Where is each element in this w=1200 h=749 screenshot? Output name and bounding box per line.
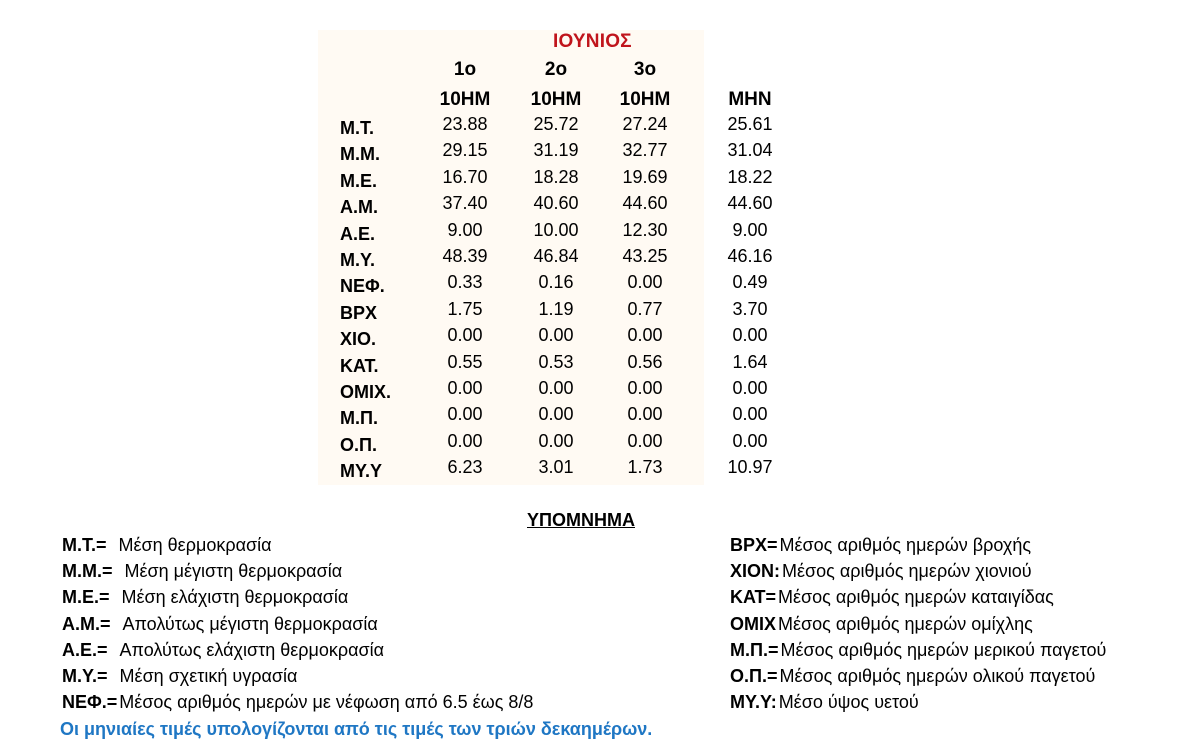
row-label: Ο.Π. [340, 434, 378, 455]
row-label: ΒΡΧ [340, 302, 378, 323]
table-cell: 48.39 [442, 246, 488, 266]
table-cell: 0.00 [627, 325, 663, 346]
column-header-line2: ΜΗΝ [728, 89, 772, 110]
legend-description: Απολύτως μέγιστη θερμοκρασία [122, 613, 378, 634]
legend-title: ΥΠΟΜΝΗΜΑ [527, 510, 635, 530]
table-cell: 31.04 [727, 140, 773, 161]
row-label: Μ.Π. [340, 408, 378, 429]
legend-abbreviation: ΟΜΙΧ [730, 613, 777, 634]
legend-item [730, 534, 1031, 556]
row-label: ΟΜΙΧ. [340, 382, 392, 402]
legend-abbreviation: ΝΕΦ.= [62, 692, 118, 713]
table-cell: 1.73 [627, 457, 663, 478]
legend-description: Μέσος αριθμός ημερών ομίχλης [778, 613, 1033, 634]
legend-abbreviation: Ο.Π.= [730, 666, 778, 686]
table-cell: 0.00 [538, 430, 574, 451]
legend-abbreviation: ΒΡΧ= [730, 535, 778, 555]
legend-description: Μέσος αριθμός ημερών χιονιού [782, 561, 1032, 582]
table-cell: 0.00 [732, 325, 768, 346]
legend-description: Μέσος αριθμός ημερών βροχής [779, 535, 1032, 555]
row-label: ΧΙΟ. [340, 329, 377, 350]
legend-description: Μέσο ύψος υετού [778, 692, 919, 713]
row-label: Μ.Μ. [340, 144, 380, 165]
table-cell: 40.60 [533, 193, 579, 214]
table-cell: 0.00 [627, 272, 663, 293]
table-cell: 0.00 [732, 430, 768, 451]
legend-item [730, 560, 1032, 582]
table-cell: 0.00 [627, 430, 663, 451]
column-header-line2: 10ΗΜ [439, 89, 491, 110]
data-table-body [318, 110, 818, 484]
table-cell: 25.72 [533, 114, 579, 134]
column-header-line1: 3ο [633, 59, 657, 80]
table-cell: 25.61 [727, 114, 773, 134]
legend-item [62, 613, 378, 635]
table-cell: 1.19 [538, 298, 574, 319]
table-cell: 27.24 [622, 114, 668, 134]
legend-abbreviation: Μ.Τ.= [62, 535, 107, 555]
row-label: Μ.Υ. [340, 250, 376, 270]
legend-abbreviation: Μ.Μ.= [62, 561, 113, 582]
legend-item [62, 639, 384, 661]
column-header-line2: 10ΗΜ [530, 89, 582, 110]
table-cell: 1.75 [447, 298, 483, 319]
legend-description: Μέσος αριθμός ημερών ολικού παγετού [779, 666, 1096, 686]
table-cell: 23.88 [442, 114, 488, 134]
table-cell: 18.28 [533, 166, 579, 187]
table-cell: 0.00 [538, 404, 574, 425]
table-cell: 43.25 [622, 246, 668, 266]
table-cell: 0.33 [447, 272, 483, 293]
table-cell: 0.00 [447, 404, 483, 425]
row-label: ΚΑΤ. [340, 355, 379, 376]
table-cell: 0.16 [538, 272, 574, 293]
legend-item [62, 534, 272, 556]
legend-item [730, 586, 1054, 608]
table-cell: 0.00 [447, 325, 483, 346]
legend-description: Μέσος αριθμός ημερών μερικού παγετού [780, 639, 1107, 660]
legend-item [730, 639, 1106, 661]
row-label: Μ.Ε. [340, 170, 378, 191]
legend-abbreviation: ΧΙΟΝ: [730, 561, 781, 582]
legend-item [62, 560, 342, 582]
table-cell: 44.60 [622, 193, 668, 214]
legend-description: Μέσος αριθμός ημερών καταιγίδας [778, 587, 1054, 608]
row-label: ΝΕΦ. [340, 276, 385, 297]
legend-abbreviation: ΚΑΤ= [730, 587, 777, 608]
table-cell: 32.77 [622, 140, 668, 161]
legend-description: Μέση μέγιστη θερμοκρασία [124, 561, 343, 582]
table-cell: 18.22 [727, 166, 773, 187]
table-cell: 0.00 [732, 378, 768, 398]
table-cell: 16.70 [442, 166, 488, 187]
legend-abbreviation: Μ.Ε.= [62, 587, 110, 608]
legend-description: Απολύτως ελάχιστη θερμοκρασία [119, 639, 385, 660]
table-cell: 12.30 [622, 219, 668, 240]
row-label: ΜΥ.Υ [340, 461, 383, 482]
legend-abbreviation: Α.Ε.= [62, 639, 108, 660]
table-cell: 0.55 [447, 351, 483, 372]
legend-description: Μέση σχετική υγρασία [119, 666, 298, 686]
table-cell: 1.64 [732, 351, 768, 372]
table-cell: 9.00 [732, 219, 768, 240]
row-label: Α.Ε. [340, 223, 376, 244]
table-cell: 3.01 [538, 457, 574, 478]
table-cell: 0.00 [627, 404, 663, 425]
table-cell: 0.00 [538, 325, 574, 346]
table-cell: 19.69 [622, 166, 668, 187]
legend-abbreviation: Μ.Π.= [730, 639, 779, 660]
table-cell: 3.70 [732, 298, 768, 319]
table-cell: 37.40 [442, 193, 488, 214]
table-cell: 0.53 [538, 351, 574, 372]
table-cell: 9.00 [447, 219, 483, 240]
column-header-line2: 10ΗΜ [619, 89, 671, 110]
legend-abbreviation: ΜΥ.Υ: [730, 692, 777, 713]
legend-item [62, 691, 533, 713]
table-cell: 10.00 [533, 219, 579, 240]
legend-abbreviation: Μ.Υ.= [62, 666, 108, 686]
column-header-line1: 2ο [544, 59, 568, 80]
legend-item [730, 691, 919, 713]
table-cell: 0.00 [732, 404, 768, 425]
table-cell: 10.97 [727, 457, 773, 478]
row-label: Α.Μ. [340, 197, 378, 218]
legend-description: Μέση ελάχιστη θερμοκρασία [121, 587, 349, 608]
row-label: Μ.Τ. [340, 118, 375, 138]
table-cell: 29.15 [442, 140, 488, 161]
table-cell: 46.84 [533, 246, 579, 266]
table-cell: 0.56 [627, 351, 663, 372]
table-cell: 0.00 [447, 430, 483, 451]
legend-description: Μέσος αριθμός ημερών με νέφωση από 6.5 έως 8/8 [119, 692, 534, 713]
legend-item [730, 665, 1095, 687]
legend-description: Μέση θερμοκρασία [118, 535, 272, 555]
table-cell: 0.00 [538, 378, 574, 398]
table-cell: 31.19 [533, 140, 579, 161]
legend-abbreviation: Α.Μ.= [62, 613, 111, 634]
column-header-line1: 1ο [453, 59, 477, 80]
table-cell: 0.00 [627, 378, 663, 398]
month-title: ΙΟΥΝΙΟΣ [553, 31, 632, 52]
table-cell: 6.23 [447, 457, 483, 478]
table-cell: 0.49 [732, 272, 768, 293]
legend-item [62, 665, 297, 687]
table-cell: 46.16 [727, 246, 773, 266]
footnote: Οι μηνιαίες τιμές υπολογίζονται από τις τιμές των τριών δεκαημέρων. [60, 719, 653, 739]
table-cell: 0.77 [627, 298, 663, 319]
legend-item [730, 613, 1033, 635]
legend-item [62, 586, 348, 608]
table-cell: 0.00 [447, 378, 483, 398]
table-cell: 44.60 [727, 193, 773, 214]
